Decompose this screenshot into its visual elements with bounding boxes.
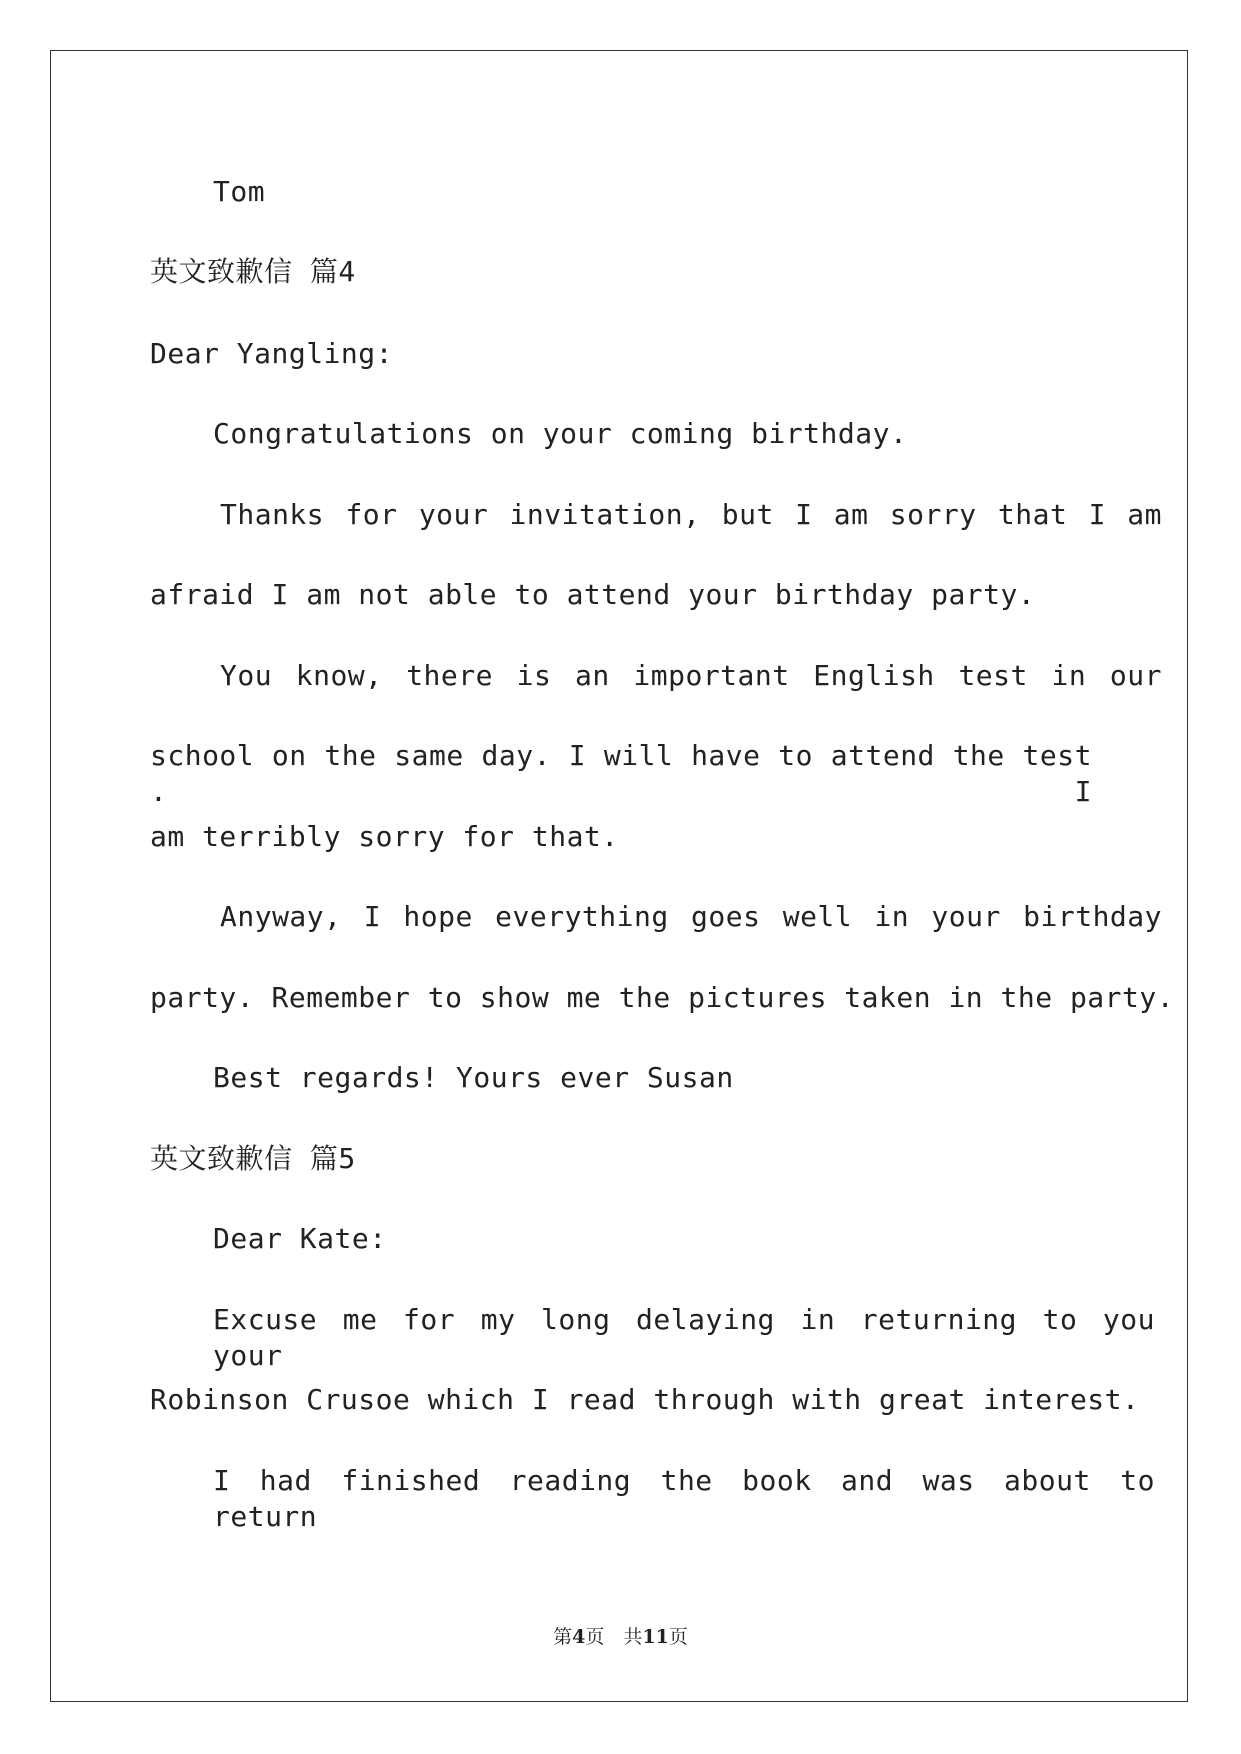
paragraph-line: Robinson Crusoe which I read through with great interest. bbox=[150, 1383, 1140, 1416]
section-heading-4: 英文致歉信 篇4 bbox=[150, 255, 356, 288]
paragraph-line: party. Remember to show me the pictures taken in the party. bbox=[150, 981, 1175, 1014]
salutation-kate: Dear Kate: bbox=[213, 1222, 387, 1255]
salutation-yangling: Dear Yangling: bbox=[150, 337, 394, 370]
paragraph-line: school on the same day. I will have to attend the test . I bbox=[150, 739, 1092, 808]
footer-total-pages: 11 bbox=[642, 1626, 669, 1648]
footer-prefix: 第 bbox=[553, 1626, 573, 1648]
signature-tom: Tom bbox=[213, 175, 266, 208]
footer-mid: 页 共 bbox=[585, 1626, 643, 1648]
paragraph-line: I had finished reading the book and was about to return bbox=[213, 1464, 1155, 1533]
paragraph-line: Excuse me for my long delaying in returning to you your bbox=[213, 1303, 1155, 1372]
footer-page-number: 4 bbox=[572, 1626, 586, 1648]
footer-suffix: 页 bbox=[668, 1626, 688, 1648]
page-border bbox=[50, 50, 1188, 1702]
paragraph-line: am terribly sorry for that. bbox=[150, 820, 619, 853]
paragraph-line: afraid I am not able to attend your birthday party. bbox=[150, 578, 1036, 611]
closing-line: Best regards! Yours ever Susan bbox=[213, 1061, 734, 1094]
section-heading-5: 英文致歉信 篇5 bbox=[150, 1142, 356, 1175]
paragraph-line: Thanks for your invitation, but I am sorry that I am bbox=[220, 498, 1162, 531]
paragraph-line: Anyway, I hope everything goes well in your birthday bbox=[220, 900, 1162, 933]
paragraph-line: Congratulations on your coming birthday. bbox=[213, 417, 908, 450]
page-footer bbox=[0, 1622, 1241, 1649]
paragraph-line: You know, there is an important English test in our bbox=[220, 659, 1162, 692]
